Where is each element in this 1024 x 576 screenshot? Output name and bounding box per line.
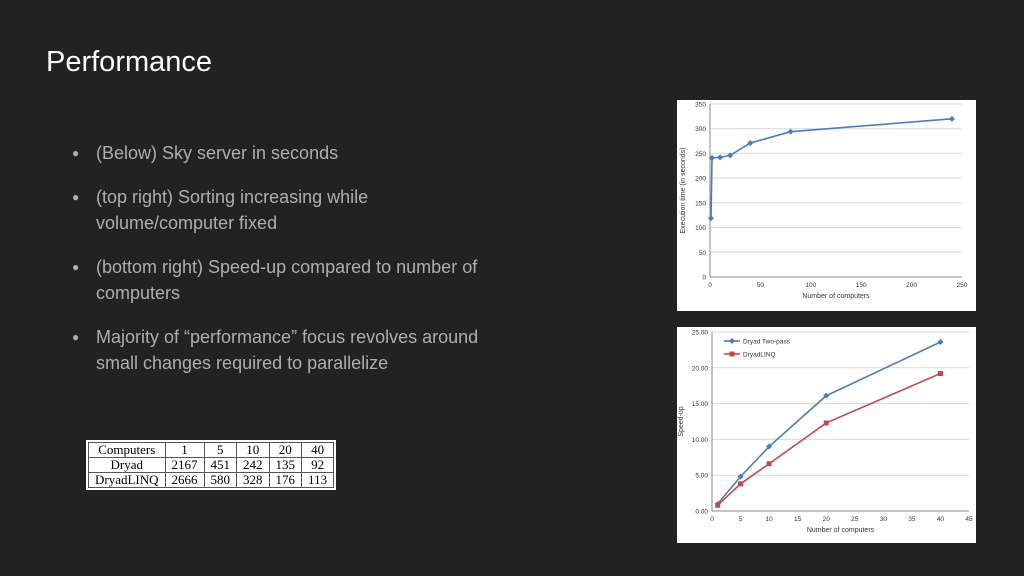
y-tick-label: 15.00 — [691, 401, 708, 409]
x-tick-label: 50 — [756, 282, 765, 289]
table-header-cell: 20 — [269, 443, 302, 458]
table-row — [89, 458, 334, 473]
bullet-text: (bottom right) Speed-up compared to number of computers — [96, 257, 478, 303]
y-tick-label: 250 — [695, 150, 706, 158]
table-cell: Dryad — [89, 458, 166, 473]
table-cell: 328 — [237, 473, 270, 488]
data-point — [767, 461, 772, 466]
x-tick-label: 15 — [794, 516, 802, 523]
x-tick-label: 40 — [936, 516, 945, 523]
y-tick-label: 50 — [698, 249, 706, 257]
bullet-item — [72, 140, 492, 166]
data-point — [937, 339, 943, 345]
bullet-text: (Below) Sky server in seconds — [96, 143, 339, 163]
table-header-cell: 40 — [302, 443, 334, 458]
x-axis-title: Number of computers — [806, 527, 875, 534]
table-cell: 242 — [237, 458, 270, 473]
data-point — [938, 371, 943, 376]
legend-label: Dryad Two-pass — [743, 338, 790, 346]
bullet-item — [72, 324, 492, 376]
series-line — [718, 342, 941, 504]
table-cell: 580 — [204, 473, 237, 488]
table-cell: DryadLINQ — [89, 473, 166, 488]
bullet-text: Majority of “performance” focus revolves around small changes required to parallelize — [96, 327, 479, 373]
y-tick-label: 200 — [695, 175, 706, 183]
table-header-cell: Computers — [89, 443, 166, 458]
y-tick-label: 25.00 — [691, 329, 708, 337]
bullet-dot-icon: ● — [72, 146, 80, 160]
x-tick-label: 0 — [708, 282, 712, 289]
table-cell: 92 — [302, 458, 334, 473]
table-row — [89, 473, 334, 488]
bullet-item — [72, 254, 492, 306]
bullet-dot-icon: ● — [72, 330, 80, 344]
table-cell: 2167 — [165, 458, 204, 473]
x-tick-label: 150 — [855, 282, 867, 289]
legend-marker — [729, 338, 735, 344]
table-cell: 2666 — [165, 473, 204, 488]
y-tick-label: 10.00 — [691, 436, 708, 444]
y-tick-label: 20.00 — [691, 365, 708, 373]
table-header-cell: 10 — [237, 443, 270, 458]
x-axis-title: Number of computers — [802, 293, 870, 300]
y-tick-label: 5.00 — [695, 472, 708, 480]
speedup-chart-panel — [677, 327, 976, 543]
data-point — [717, 154, 723, 160]
x-tick-label: 100 — [805, 282, 817, 289]
data-point — [949, 116, 955, 122]
table-cell: 176 — [269, 473, 302, 488]
table-header-row — [89, 443, 334, 458]
table-cell: 451 — [204, 458, 237, 473]
x-tick-label: 0 — [710, 516, 714, 523]
bullet-dot-icon: ● — [72, 190, 80, 204]
sort-time-chart-panel — [677, 100, 976, 311]
y-tick-label: 0.00 — [695, 508, 708, 516]
skyserver-table — [86, 440, 336, 490]
y-axis-title: Speed-up — [678, 406, 685, 437]
legend-label: DryadLINQ — [743, 351, 776, 359]
x-tick-label: 200 — [906, 282, 918, 289]
slide-title: Performance — [46, 46, 213, 78]
y-tick-label: 300 — [695, 126, 706, 134]
y-tick-label: 350 — [695, 101, 706, 109]
speedup-chart — [677, 327, 976, 543]
x-tick-label: 250 — [956, 282, 968, 289]
x-tick-label: 45 — [965, 516, 973, 523]
table-header-cell: 5 — [204, 443, 237, 458]
x-tick-label: 25 — [851, 516, 859, 523]
bullet-dot-icon: ● — [72, 260, 80, 274]
data-point — [738, 481, 743, 486]
table-header-cell: 1 — [165, 443, 204, 458]
data-point — [715, 503, 720, 508]
x-tick-label: 35 — [908, 516, 916, 523]
data-point — [824, 420, 829, 425]
x-tick-label: 5 — [738, 516, 743, 523]
table-cell: 135 — [269, 458, 302, 473]
data-point — [788, 129, 794, 135]
data-point — [708, 215, 714, 221]
bullet-list — [72, 140, 492, 394]
y-axis-title: Execution time (in seconds) — [680, 147, 687, 234]
x-tick-label: 20 — [822, 516, 830, 523]
sort-time-chart — [677, 100, 976, 311]
x-tick-label: 10 — [765, 516, 773, 523]
legend-marker — [730, 352, 735, 357]
table-cell: 113 — [302, 473, 334, 488]
bullet-item — [72, 184, 492, 236]
x-tick-label: 30 — [879, 516, 887, 523]
bullet-text: (top right) Sorting increasing while volume/computer fixed — [96, 187, 369, 233]
y-tick-label: 150 — [695, 200, 706, 208]
y-tick-label: 0 — [702, 274, 706, 282]
y-tick-label: 100 — [695, 225, 706, 233]
